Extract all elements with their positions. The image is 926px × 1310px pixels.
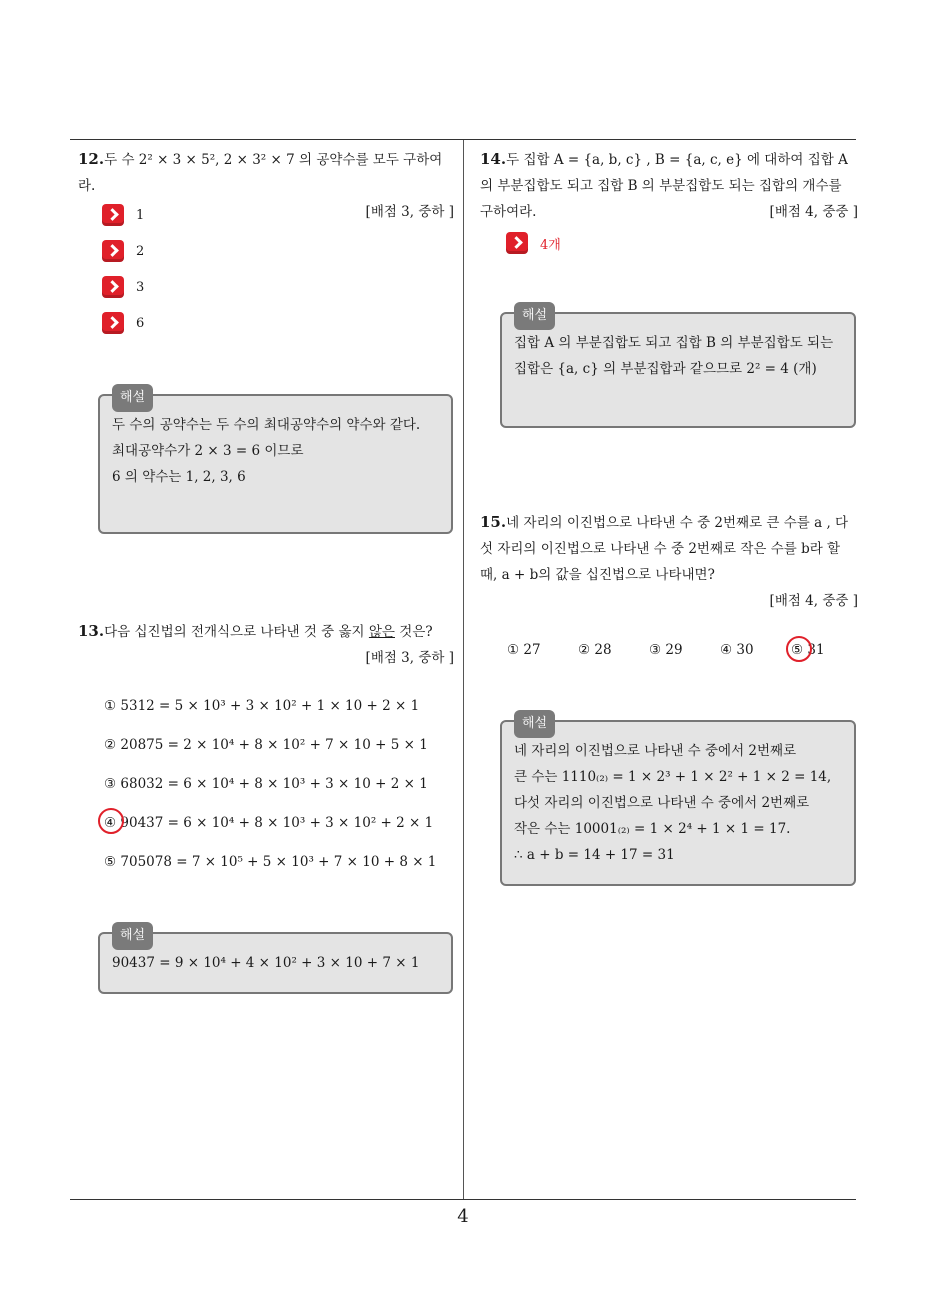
explanation-line: 네 자리의 이진법으로 나타낸 수 중에서 2번째로: [514, 743, 797, 759]
answer-text: [540, 234, 561, 253]
explanation-box: [500, 308, 856, 428]
explanation-label: 해설: [514, 302, 555, 330]
bottom-rule: [70, 1199, 856, 1200]
answer-text: 1: [136, 207, 145, 223]
answer-number: 4: [540, 237, 549, 253]
explanation-box: [98, 390, 453, 534]
question-number: 15.: [480, 513, 507, 531]
explanation-label: 해설: [514, 710, 555, 738]
explanation-label: 해설: [112, 384, 153, 412]
selected-answer-mark: [98, 808, 124, 834]
explanation-line: 두 수의 공약수는 두 수의 최대공약수의 약수와 같다.: [112, 417, 421, 433]
option-4: ④ 30: [720, 642, 754, 658]
question-meta: [배점 4, 중중 ]: [769, 593, 858, 609]
question-text: 네 자리의 이진법으로 나타낸 수 중 2번째로 큰 수를 a , 다섯 자리의 이진법으로 나타낸 수 중 2번째로 작은 수를 b라 할 때, a + b의 값을 십진법으로 나타내면?: [480, 515, 849, 583]
answer-text: 2: [136, 243, 145, 259]
option-5: ⑤ 31: [791, 642, 825, 658]
option-4: ④ 90437 = 6 × 10⁴ + 8 × 10³ + 3 × 10² + 2 × 1: [104, 815, 434, 831]
explanation-line: 큰 수는 1110₍₂₎ = 1 × 2³ + 1 × 2² + 1 × 2 = 14,: [514, 769, 832, 785]
answer-text: 6: [136, 315, 145, 331]
answer-item: [102, 276, 144, 298]
question-text: 다음 십진법의 전개식으로 나타낸 것 중 옳지: [104, 624, 369, 640]
explanation-line: 다섯 자리의 이진법으로 나타낸 수 중에서 2번째로: [514, 795, 810, 811]
answer-arrow-icon: [102, 240, 124, 262]
answer-item: [102, 240, 144, 262]
question-14: [480, 146, 858, 225]
explanation-line: 작은 수는 10001₍₂₎ = 1 × 2⁴ + 1 × 1 = 17.: [514, 821, 791, 837]
question-emphasis: 않은: [368, 624, 395, 640]
question-meta: [배점 3, 중하 ]: [365, 204, 454, 220]
explanation-box: [500, 716, 856, 886]
answer-item: [102, 204, 144, 226]
question-number: 12.: [78, 150, 105, 168]
column-divider: [463, 140, 464, 1200]
answer-arrow-icon: [506, 232, 528, 254]
question-text: 두 집합 A = {a, b, c} , B = {a, c, e} 에 대하여 집합 A 의 부분집합도 되고 집합 B 의 부분집합도 되는 집합의 개수를 구하여라.: [480, 152, 848, 220]
question-text: 두 수 2² × 3 × 5², 2 × 3² × 7 의 공약수를 모두 구하여라.: [78, 152, 443, 194]
answer-arrow-icon: [102, 312, 124, 334]
answer-item: [506, 232, 561, 254]
explanation-line: 6 의 약수는 1, 2, 3, 6: [112, 469, 246, 485]
explanation-box: [98, 928, 453, 994]
option-1: ① 27: [507, 642, 541, 658]
answer-text: 3: [136, 279, 145, 295]
answer-item: [102, 312, 144, 334]
explanation-line: ∴ a + b = 14 + 17 = 31: [514, 847, 675, 863]
question-meta: [배점 4, 중중 ]: [769, 204, 858, 220]
option-5: ⑤ 705078 = 7 × 10⁵ + 5 × 10³ + 7 × 10 + 8 × 1: [104, 854, 437, 870]
question-meta: [배점 3, 중하 ]: [365, 650, 454, 666]
option-3: ③ 29: [649, 642, 683, 658]
option-1: ① 5312 = 5 × 10³ + 3 × 10² + 1 × 10 + 2 × 1: [104, 698, 420, 714]
page-number: 4: [457, 1206, 469, 1227]
answer-arrow-icon: [102, 204, 124, 226]
question-number: 13.: [78, 622, 105, 640]
explanation-line: 90437 = 9 × 10⁴ + 4 × 10² + 3 × 10 + 7 × 1: [112, 955, 420, 971]
question-13: [78, 618, 454, 671]
question-text-end: 것은?: [394, 624, 433, 640]
answer-unit: 개: [548, 237, 561, 253]
answer-arrow-icon: [102, 276, 124, 298]
option-2: ② 28: [578, 642, 612, 658]
question-number: 14.: [480, 150, 507, 168]
option-2: ② 20875 = 2 × 10⁴ + 8 × 10² + 7 × 10 + 5 × 1: [104, 737, 428, 753]
selected-answer-mark: [786, 636, 812, 662]
explanation-label: 해설: [112, 922, 153, 950]
option-3: ③ 68032 = 6 × 10⁴ + 8 × 10³ + 3 × 10 + 2 × 1: [104, 776, 428, 792]
explanation-line: 최대공약수가 2 × 3 = 6 이므로: [112, 443, 304, 459]
question-15: [480, 509, 858, 614]
explanation-text: 집합 A 의 부분집합도 되고 집합 B 의 부분집합도 되는 집합은 {a, c} 의 부분집합과 같으므로 2² = 4 (개): [514, 335, 834, 377]
